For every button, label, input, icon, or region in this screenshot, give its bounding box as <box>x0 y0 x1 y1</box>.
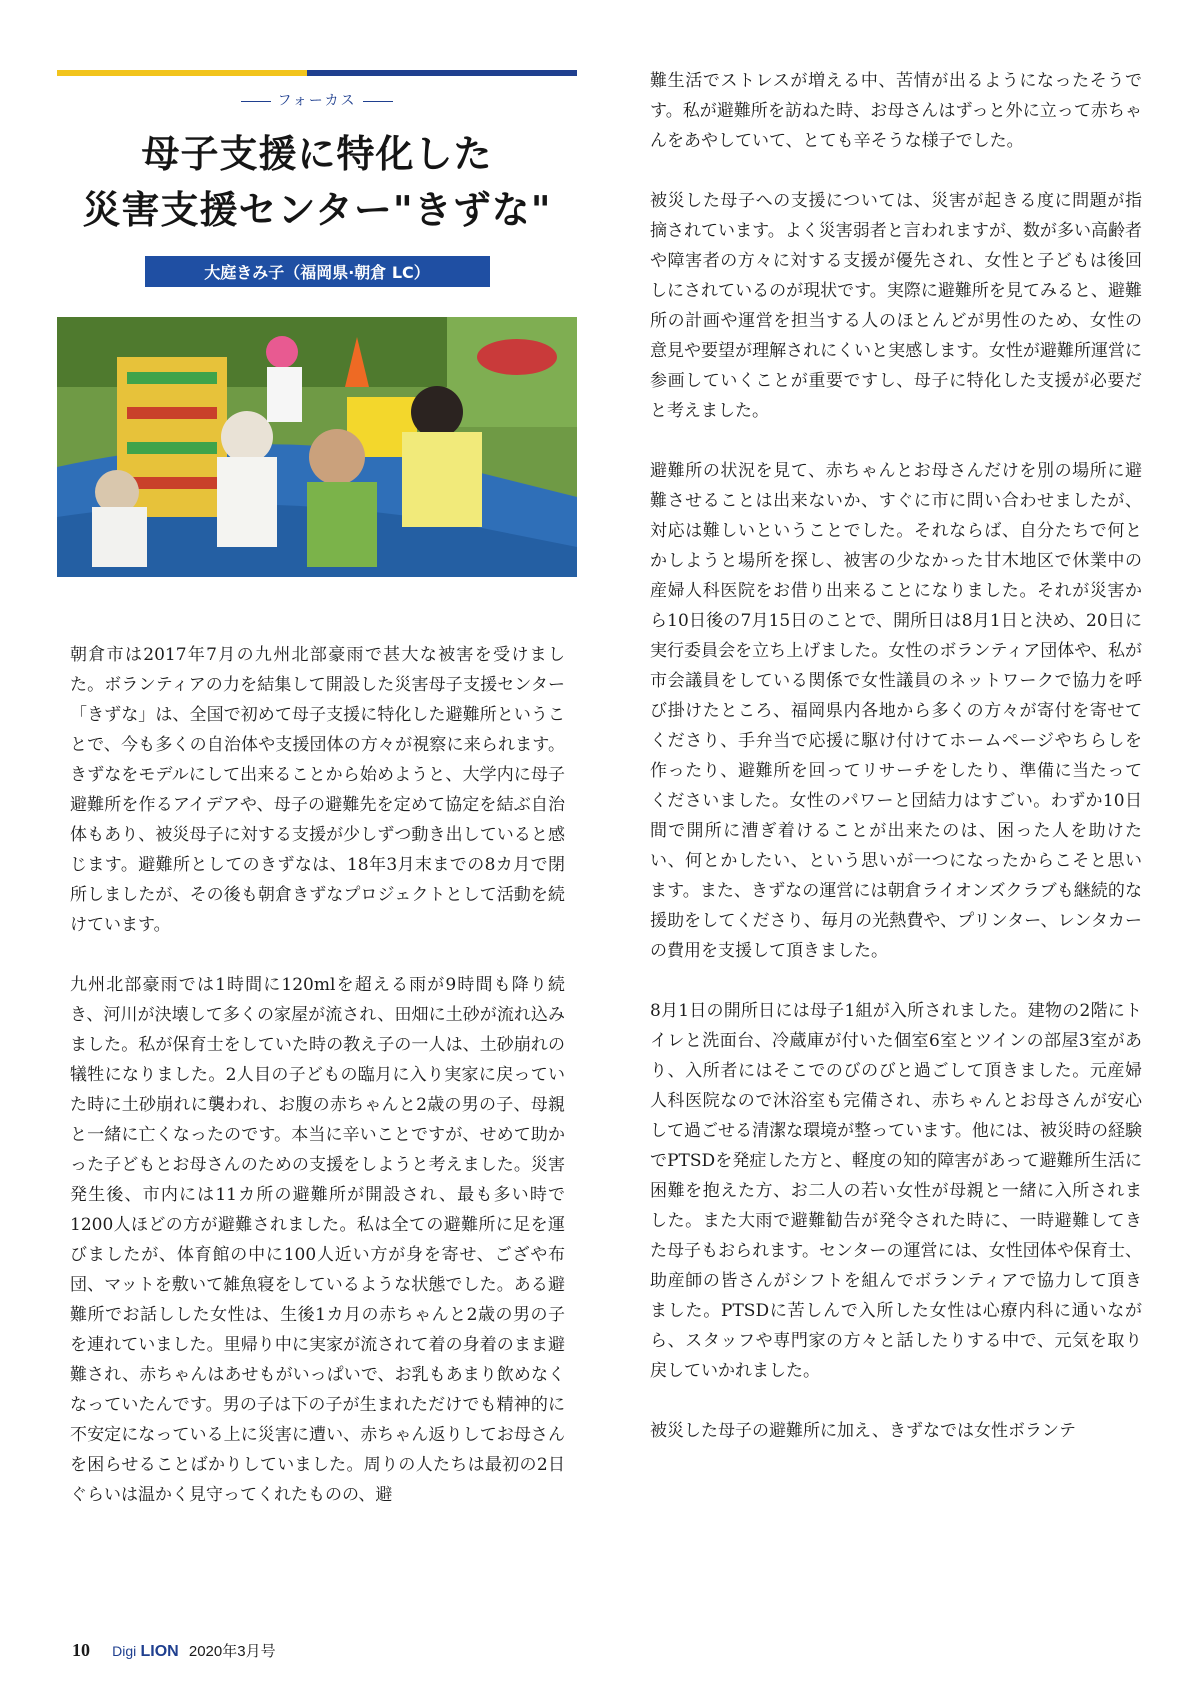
page-number: 10 <box>72 1640 90 1660</box>
article-body-right <box>650 66 1142 1476</box>
body-paragraph: 被災した母子への支援については、災害が起きる度に問題が指摘されています。よく災害弱者と言われますが、数が多い高齢者や障害者の方々に対する支援が優先され、女性と子どもは後回しにされているのが現状です。実際に避難所を見てみると、避難所の計画や運営を担当する人のほとんどが男性のため、女性の意見や要望が理解されにくいと実感します。女性が避難所運営に参画していくことが重要ですし、母子に特化した支援が必要だと考えました。 <box>650 191 1142 421</box>
title-line-2: 災害支援センター"きずな" <box>82 187 552 232</box>
footer-lion: LION <box>140 1643 179 1660</box>
top-color-rule <box>57 70 577 76</box>
article-body-left <box>70 640 565 1540</box>
body-paragraph: 避難所の状況を見て、赤ちゃんとお母さんだけを別の場所に避難させることは出来ないか、すぐに市に問い合わせましたが、対応は難しいということでした。それならば、自分たちで何とかしようと場所を探し、被害の少なかった甘木地区で休業中の産婦人科医院をお借り出来ることになりました。それが災害から10日後の7月15日のことで、開所日は8月1日と決め、20日に実行委員会を立ち上げました。女性のボランティア団体や、私が市会議員をしている関係で女性議員のネットワークで協力を呼び掛けたところ、福岡県内各地から多くの方々が寄付を寄せてくださり、手弁当で応援に駆け付けてホームページやちらしを作ったり、避難所を回ってリサーチをしたり、準備に当たってくださいました。女性のパワーと団結力はすごい。わずか10日間で開所に漕ぎ着けることが出来たのは、困った人を助けたい、何とかしたい、という思いが一つになったからこそと思います。また、きずなの運営には朝倉ライオンズクラブも継続的な援助をしてくださり、毎月の光熱費や、プリンター、レンタカーの費用を支援して頂きました。 <box>650 461 1142 961</box>
title-line-1: 母子支援に特化した <box>141 131 493 176</box>
footer-digi: Digi <box>112 1643 137 1659</box>
body-paragraph: 被災した母子の避難所に加え、きずなでは女性ボランテ <box>650 1421 1077 1441</box>
author-bar: 大庭きみ子（福岡県·朝倉 LC） <box>145 256 490 287</box>
article-header <box>57 70 577 287</box>
article-title <box>57 126 577 238</box>
page-footer <box>72 1640 276 1661</box>
body-paragraph: 難生活でストレスが増える中、苦情が出るようになったそうです。私が避難所を訪ねた時、お母さんはずっと外に立って赤ちゃんをあやしていて、とても辛そうな様子でした。 <box>650 71 1142 151</box>
article-photo <box>57 317 577 577</box>
body-paragraph: 8月1日の開所日には母子1組が入所されました。建物の2階にトイレと洗面台、冷蔵庫が付いた個室6室とツインの部屋3室があり、入所者にはそこでのびのびと過ごして頂きました。元産婦人科医院なので沐浴室も完備され、赤ちゃんとお母さんが安心して過ごせる清潔な環境が整っています。他には、被災時の経験でPTSDを発症した方と、軽度の知的障害があって避難所生活に困難を抱えた方、お二人の若い女性が母親と一緒に入所されました。また大雨で避難勧告が発令された時に、一時避難してきた母子もおられます。センターの運営には、女性団体や保育士、助産師の皆さんがシフトを組んでボランティアで協力して頂きました。PTSDに苦しんで入所した女性は心療内科に通いながら、スタッフや専門家の方々と話したりする中で、元気を取り戻していかれました。 <box>650 1001 1142 1381</box>
body-paragraph: 九州北部豪雨では1時間に120mlを超える雨が9時間も降り続き、河川が決壊して多くの家屋が流され、田畑に土砂が流れ込みました。私が保育士をしていた時の教え子の一人は、土砂崩れの犠牲になりました。2人目の子どもの臨月に入り実家に戻っていた時に土砂崩れに襲われ、お腹の赤ちゃんと2歳の男の子、母親と一緒に亡くなったのです。本当に辛いことですが、せめて助かった子どもとお母さんのための支援をしようと考えました。災害発生後、市内には11カ所の避難所が開設され、最も多い時で1200人ほどの方が避難されました。私は全ての避難所に足を運びましたが、体育館の中に100人近い方が身を寄せ、ござや布団、マットを敷いて雑魚寝をしているような状態でした。ある避難所でお話しした女性は、生後1カ月の赤ちゃんと2歳の男の子を連れていました。里帰り中に実家が流されて着の身着のまま避難され、赤ちゃんはあせもがいっぱいで、お乳もあまり飲めなくなっていたんです。男の子は下の子が生まれただけでも精神的に不安定になっている上に災害に遭い、赤ちゃん返りしてお母さんを困らせることばかりしていました。周りの人たちは最初の2日ぐらいは温かく見守ってくれたものの、避 <box>70 975 565 1505</box>
kicker-label: フォーカス <box>277 93 357 109</box>
footer-issue: 2020年3月号 <box>188 1643 276 1660</box>
section-kicker <box>57 90 577 110</box>
body-paragraph: 朝倉市は2017年7月の九州北部豪雨で甚大な被害を受けました。ボランティアの力を結集して開設した災害母子支援センター「きずな」は、全国で初めて母子支援に特化した避難所ということで、今も多くの自治体や支援団体の方々が視察に来られます。きずなをモデルにして出来ることから始めようと、大学内に母子避難所を作るアイデアや、母子の避難先を定めて協定を結ぶ自治体もあり、被災母子に対する支援が少しずつ動き出していると感じます。避難所としてのきずなは、18年3月末までの8カ月で閉所しましたが、その後も朝倉きずなプロジェクトとして活動を続けています。 <box>70 645 565 935</box>
